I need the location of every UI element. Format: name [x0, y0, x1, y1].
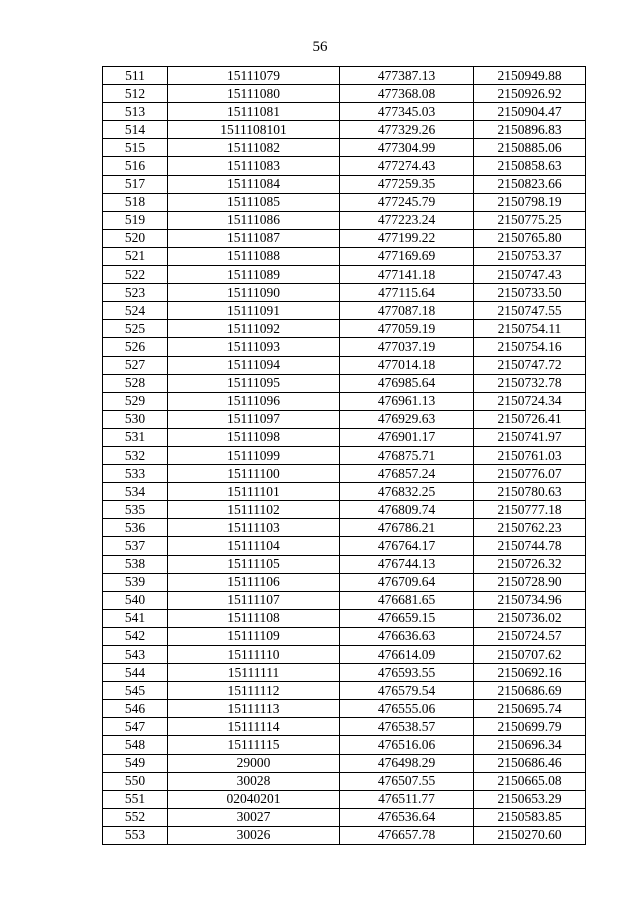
row-index-cell: 530 [103, 410, 168, 428]
x-coordinate-cell: 477115.64 [340, 284, 474, 302]
point-id-cell: 15111079 [168, 67, 340, 85]
row-index-cell: 518 [103, 193, 168, 211]
x-coordinate-cell: 476538.57 [340, 718, 474, 736]
y-coordinate-cell: 2150726.41 [474, 410, 586, 428]
table-row [103, 392, 586, 410]
x-coordinate-cell: 476507.55 [340, 772, 474, 790]
x-coordinate-cell: 477087.18 [340, 302, 474, 320]
y-coordinate-cell: 2150753.37 [474, 247, 586, 265]
x-coordinate-cell: 477059.19 [340, 320, 474, 338]
point-id-cell: 15111095 [168, 374, 340, 392]
x-coordinate-cell: 477169.69 [340, 247, 474, 265]
point-id-cell: 29000 [168, 754, 340, 772]
row-index-cell: 545 [103, 682, 168, 700]
y-coordinate-cell: 2150733.50 [474, 284, 586, 302]
y-coordinate-cell: 2150885.06 [474, 139, 586, 157]
point-id-cell: 15111098 [168, 428, 340, 446]
row-index-cell: 516 [103, 157, 168, 175]
x-coordinate-cell: 476764.17 [340, 537, 474, 555]
table-row [103, 664, 586, 682]
x-coordinate-cell: 476786.21 [340, 519, 474, 537]
y-coordinate-cell: 2150741.97 [474, 428, 586, 446]
point-id-cell: 15111082 [168, 139, 340, 157]
row-index-cell: 549 [103, 754, 168, 772]
table-row [103, 211, 586, 229]
point-id-cell: 15111103 [168, 519, 340, 537]
table-row [103, 85, 586, 103]
row-index-cell: 527 [103, 356, 168, 374]
table-row [103, 483, 586, 501]
table-row [103, 284, 586, 302]
row-index-cell: 526 [103, 338, 168, 356]
y-coordinate-cell: 2150926.92 [474, 85, 586, 103]
table-row [103, 266, 586, 284]
y-coordinate-cell: 2150736.02 [474, 609, 586, 627]
row-index-cell: 551 [103, 790, 168, 808]
x-coordinate-cell: 476985.64 [340, 374, 474, 392]
table-body [103, 67, 586, 845]
y-coordinate-cell: 2150776.07 [474, 465, 586, 483]
point-id-cell: 15111094 [168, 356, 340, 374]
point-id-cell: 15111085 [168, 193, 340, 211]
row-index-cell: 535 [103, 501, 168, 519]
point-id-cell: 1511108101 [168, 121, 340, 139]
x-coordinate-cell: 476857.24 [340, 465, 474, 483]
x-coordinate-cell: 476832.25 [340, 483, 474, 501]
point-id-cell: 15111115 [168, 736, 340, 754]
row-index-cell: 528 [103, 374, 168, 392]
y-coordinate-cell: 2150686.46 [474, 754, 586, 772]
point-id-cell: 15111090 [168, 284, 340, 302]
x-coordinate-cell: 476516.06 [340, 736, 474, 754]
table-row [103, 410, 586, 428]
x-coordinate-cell: 477199.22 [340, 229, 474, 247]
table-row [103, 356, 586, 374]
x-coordinate-cell: 477345.03 [340, 103, 474, 121]
x-coordinate-cell: 477304.99 [340, 139, 474, 157]
table-row [103, 790, 586, 808]
y-coordinate-cell: 2150761.03 [474, 446, 586, 464]
table-row [103, 646, 586, 664]
y-coordinate-cell: 2150695.74 [474, 700, 586, 718]
row-index-cell: 539 [103, 573, 168, 591]
point-id-cell: 30027 [168, 808, 340, 826]
point-id-cell: 15111106 [168, 573, 340, 591]
table-row [103, 627, 586, 645]
row-index-cell: 543 [103, 646, 168, 664]
row-index-cell: 513 [103, 103, 168, 121]
table-row [103, 754, 586, 772]
y-coordinate-cell: 2150653.29 [474, 790, 586, 808]
y-coordinate-cell: 2150692.16 [474, 664, 586, 682]
table-row [103, 736, 586, 754]
y-coordinate-cell: 2150904.47 [474, 103, 586, 121]
table-row [103, 139, 586, 157]
table-row [103, 537, 586, 555]
x-coordinate-cell: 476657.78 [340, 826, 474, 844]
row-index-cell: 534 [103, 483, 168, 501]
table-row [103, 718, 586, 736]
table-row [103, 229, 586, 247]
row-index-cell: 529 [103, 392, 168, 410]
point-id-cell: 15111081 [168, 103, 340, 121]
x-coordinate-cell: 476659.15 [340, 609, 474, 627]
point-id-cell: 15111092 [168, 320, 340, 338]
x-coordinate-cell: 476961.13 [340, 392, 474, 410]
table-row [103, 374, 586, 392]
x-coordinate-cell: 477387.13 [340, 67, 474, 85]
table-row [103, 446, 586, 464]
table-row [103, 808, 586, 826]
table-row [103, 826, 586, 844]
point-id-cell: 15111104 [168, 537, 340, 555]
y-coordinate-cell: 2150726.32 [474, 555, 586, 573]
y-coordinate-cell: 2150696.34 [474, 736, 586, 754]
row-index-cell: 523 [103, 284, 168, 302]
x-coordinate-cell: 476498.29 [340, 754, 474, 772]
point-id-cell: 15111110 [168, 646, 340, 664]
table-row [103, 302, 586, 320]
x-coordinate-cell: 476636.63 [340, 627, 474, 645]
table-row [103, 67, 586, 85]
y-coordinate-cell: 2150665.08 [474, 772, 586, 790]
y-coordinate-cell: 2150724.34 [474, 392, 586, 410]
y-coordinate-cell: 2150699.79 [474, 718, 586, 736]
point-id-cell: 15111112 [168, 682, 340, 700]
row-index-cell: 522 [103, 266, 168, 284]
table-row [103, 555, 586, 573]
point-id-cell: 15111084 [168, 175, 340, 193]
row-index-cell: 533 [103, 465, 168, 483]
table-row [103, 501, 586, 519]
y-coordinate-cell: 2150724.57 [474, 627, 586, 645]
row-index-cell: 537 [103, 537, 168, 555]
x-coordinate-cell: 477259.35 [340, 175, 474, 193]
table-row [103, 247, 586, 265]
row-index-cell: 536 [103, 519, 168, 537]
row-index-cell: 521 [103, 247, 168, 265]
y-coordinate-cell: 2150732.78 [474, 374, 586, 392]
table-row [103, 103, 586, 121]
table-row [103, 591, 586, 609]
x-coordinate-cell: 476929.63 [340, 410, 474, 428]
point-id-cell: 15111093 [168, 338, 340, 356]
point-id-cell: 15111102 [168, 501, 340, 519]
x-coordinate-cell: 476875.71 [340, 446, 474, 464]
table-row [103, 338, 586, 356]
y-coordinate-cell: 2150747.55 [474, 302, 586, 320]
point-id-cell: 15111086 [168, 211, 340, 229]
x-coordinate-cell: 476744.13 [340, 555, 474, 573]
y-coordinate-cell: 2150765.80 [474, 229, 586, 247]
x-coordinate-cell: 477274.43 [340, 157, 474, 175]
x-coordinate-cell: 476593.55 [340, 664, 474, 682]
x-coordinate-cell: 476681.65 [340, 591, 474, 609]
point-id-cell: 15111091 [168, 302, 340, 320]
y-coordinate-cell: 2150858.63 [474, 157, 586, 175]
point-id-cell: 15111105 [168, 555, 340, 573]
row-index-cell: 515 [103, 139, 168, 157]
y-coordinate-cell: 2150686.69 [474, 682, 586, 700]
y-coordinate-cell: 2150949.88 [474, 67, 586, 85]
table-row [103, 121, 586, 139]
coordinates-table [102, 66, 586, 845]
point-id-cell: 15111101 [168, 483, 340, 501]
point-id-cell: 15111113 [168, 700, 340, 718]
table-row [103, 682, 586, 700]
y-coordinate-cell: 2150777.18 [474, 501, 586, 519]
row-index-cell: 540 [103, 591, 168, 609]
x-coordinate-cell: 476511.77 [340, 790, 474, 808]
point-id-cell: 15111107 [168, 591, 340, 609]
point-id-cell: 15111111 [168, 664, 340, 682]
y-coordinate-cell: 2150734.96 [474, 591, 586, 609]
point-id-cell: 15111099 [168, 446, 340, 464]
x-coordinate-cell: 476709.64 [340, 573, 474, 591]
y-coordinate-cell: 2150583.85 [474, 808, 586, 826]
x-coordinate-cell: 477014.18 [340, 356, 474, 374]
y-coordinate-cell: 2150747.72 [474, 356, 586, 374]
row-index-cell: 531 [103, 428, 168, 446]
row-index-cell: 514 [103, 121, 168, 139]
point-id-cell: 30026 [168, 826, 340, 844]
row-index-cell: 524 [103, 302, 168, 320]
table-row [103, 519, 586, 537]
x-coordinate-cell: 476536.64 [340, 808, 474, 826]
row-index-cell: 542 [103, 627, 168, 645]
y-coordinate-cell: 2150744.78 [474, 537, 586, 555]
row-index-cell: 525 [103, 320, 168, 338]
point-id-cell: 15111114 [168, 718, 340, 736]
x-coordinate-cell: 476579.54 [340, 682, 474, 700]
point-id-cell: 15111080 [168, 85, 340, 103]
y-coordinate-cell: 2150754.11 [474, 320, 586, 338]
table-row [103, 320, 586, 338]
x-coordinate-cell: 477223.24 [340, 211, 474, 229]
y-coordinate-cell: 2150798.19 [474, 193, 586, 211]
y-coordinate-cell: 2150762.23 [474, 519, 586, 537]
y-coordinate-cell: 2150823.66 [474, 175, 586, 193]
row-index-cell: 538 [103, 555, 168, 573]
y-coordinate-cell: 2150780.63 [474, 483, 586, 501]
table-row [103, 428, 586, 446]
row-index-cell: 553 [103, 826, 168, 844]
x-coordinate-cell: 477329.26 [340, 121, 474, 139]
point-id-cell: 15111109 [168, 627, 340, 645]
row-index-cell: 517 [103, 175, 168, 193]
point-id-cell: 15111108 [168, 609, 340, 627]
row-index-cell: 552 [103, 808, 168, 826]
row-index-cell: 550 [103, 772, 168, 790]
y-coordinate-cell: 2150754.16 [474, 338, 586, 356]
table-row [103, 465, 586, 483]
point-id-cell: 15111096 [168, 392, 340, 410]
row-index-cell: 532 [103, 446, 168, 464]
y-coordinate-cell: 2150270.60 [474, 826, 586, 844]
x-coordinate-cell: 476555.06 [340, 700, 474, 718]
table-row [103, 175, 586, 193]
x-coordinate-cell: 477245.79 [340, 193, 474, 211]
point-id-cell: 15111083 [168, 157, 340, 175]
table-row [103, 772, 586, 790]
row-index-cell: 520 [103, 229, 168, 247]
point-id-cell: 15111100 [168, 465, 340, 483]
row-index-cell: 547 [103, 718, 168, 736]
y-coordinate-cell: 2150707.62 [474, 646, 586, 664]
table-row [103, 193, 586, 211]
y-coordinate-cell: 2150775.25 [474, 211, 586, 229]
row-index-cell: 548 [103, 736, 168, 754]
point-id-cell: 15111088 [168, 247, 340, 265]
point-id-cell: 02040201 [168, 790, 340, 808]
table-row [103, 700, 586, 718]
page-number: 56 [312, 39, 328, 55]
x-coordinate-cell: 477141.18 [340, 266, 474, 284]
point-id-cell: 30028 [168, 772, 340, 790]
row-index-cell: 544 [103, 664, 168, 682]
y-coordinate-cell: 2150728.90 [474, 573, 586, 591]
table-row [103, 609, 586, 627]
row-index-cell: 512 [103, 85, 168, 103]
y-coordinate-cell: 2150747.43 [474, 266, 586, 284]
y-coordinate-cell: 2150896.83 [474, 121, 586, 139]
table-row [103, 157, 586, 175]
x-coordinate-cell: 476614.09 [340, 646, 474, 664]
x-coordinate-cell: 477037.19 [340, 338, 474, 356]
x-coordinate-cell: 476901.17 [340, 428, 474, 446]
point-id-cell: 15111087 [168, 229, 340, 247]
row-index-cell: 546 [103, 700, 168, 718]
table-row [103, 573, 586, 591]
row-index-cell: 519 [103, 211, 168, 229]
point-id-cell: 15111089 [168, 266, 340, 284]
point-id-cell: 15111097 [168, 410, 340, 428]
row-index-cell: 511 [103, 67, 168, 85]
row-index-cell: 541 [103, 609, 168, 627]
x-coordinate-cell: 476809.74 [340, 501, 474, 519]
x-coordinate-cell: 477368.08 [340, 85, 474, 103]
